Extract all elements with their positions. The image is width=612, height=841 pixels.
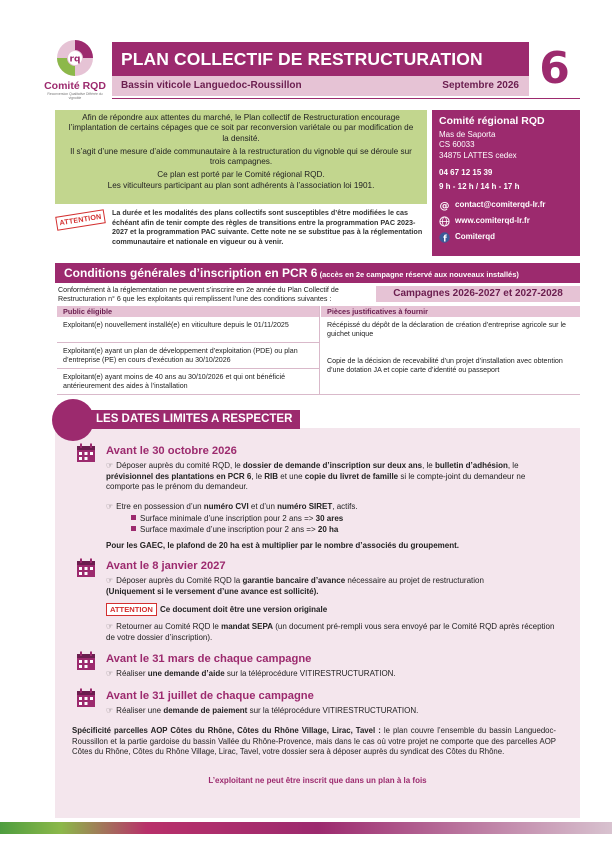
intro-box	[55, 110, 427, 204]
document-subtitle-bar	[112, 76, 529, 96]
footer-color-band	[0, 822, 612, 834]
attention-stamp: ATTENTION	[55, 209, 106, 230]
bullet-square-icon	[131, 526, 136, 531]
at-icon	[439, 200, 450, 211]
deadline-3-text: ☞ Réaliser une demande d’aide sur la téléprocédure VITIRESTRUCTURATION.	[106, 669, 396, 678]
pointing-hand-icon: ☞	[106, 622, 114, 631]
surface-min-bullet: Surface minimale d’une inscription pour 2 ans => 30 ares	[131, 514, 531, 525]
aop-specificity-note: Spécificité parcelles AOP Côtes du Rhône, Côtes du Rhône Village, Lirac, Tavel : le plan couvre l’ensemble du bassin Languedoc-Roussillon et la partie gardoise du bassin Vallée du Rhône-Provence, mais dans le cas où votre projet ne comporte que des parcelles AOP Côtes du Rhône, Côtes du Rhône Village, Lirac, Tavel, votre dossier sera à déposer auprès du syndicat des Côtes du Rhône.	[72, 726, 556, 756]
table-row-1-public: Exploitant(e) nouvellement installé(e) en viticulture depuis le 01/11/2025	[63, 321, 289, 329]
gaec-note: Pour les GAEC, le plafond de 20 ha est à multiplier par le nombre d’associés du groupement.	[106, 541, 459, 550]
deadline-1-text: ☞ Déposer auprès du comité RQD, le dossier de demande d’inscription sur deux ans, le bulletin d’adhésion, le prévisionnel des plantations en PCR 6, le RIB et une copie du livret de famille si le compte-joint du demandeur ne comporte pas le prénom du demandeur.	[106, 461, 526, 491]
facebook-icon	[439, 232, 450, 243]
column-header-public: Public éligible	[57, 306, 319, 317]
deadline-4-text: ☞ Réaliser une demande de paiement sur la téléprocédure VITIRESTRUCTURATION.	[106, 706, 419, 715]
deadline-4-title: Avant le 31 juillet de chaque campagne	[106, 690, 314, 702]
contact-facebook-row[interactable]	[439, 232, 573, 243]
deadline-1-requirement: ☞ Etre en possession d’un numéro CVI et d’un numéro SIRET, actifs.	[106, 502, 358, 511]
single-plan-note: L’exploitant ne peut être inscrit que dans un plan à la fois	[208, 776, 427, 785]
document-title: PLAN COLLECTIF DE RESTRUCTURATION	[112, 42, 529, 76]
pcr-conditions-header	[55, 263, 580, 283]
pointing-hand-icon: ☞	[106, 669, 114, 678]
svg-text:f: f	[443, 234, 447, 243]
deadline-2-title: Avant le 8 janvier 2027	[106, 560, 226, 572]
table-row-2-pieces: Copie de la décision de recevabilité d’un projet d’installation avec obtention d’une dotation JA et copie carte d’identité ou passeport	[327, 357, 563, 374]
intro-paragraph-2: Il s’agit d’une mesure d’aide communautaire à la restructuration du vignoble qui se déroule sur trois campagnes.	[70, 146, 412, 167]
original-version-note: Ce document doit être une version originale	[160, 605, 328, 614]
intro-paragraph-4: Les viticulteurs participant au plan sont adhérents à l’association loi 1901.	[107, 180, 375, 190]
attention-stamp-2: ATTENTION	[106, 603, 157, 616]
issue-date: Septembre 2026	[442, 80, 519, 91]
contact-address-1: Mas de Saporta	[439, 129, 496, 139]
deadline-2-text: ☞ Déposer auprès du Comité RQD la garantie bancaire d’avance nécessaire au projet de restructuration (Uniquement si le versement d’une avance est sollicité).	[106, 576, 484, 596]
deadline-3-title: Avant le 31 mars de chaque campagne	[106, 653, 312, 665]
rqd-logo-mark	[55, 38, 95, 78]
pcr-title: Conditions générales d’inscription en PCR 6	[64, 266, 318, 280]
intro-paragraph-1: Afin de répondre aux attentes du marché, le Plan collectif de Restructuration encourage l’implantation de certains cépages que ce soit par reconversion variétale ou par modification de la densité.	[68, 113, 414, 143]
contact-website[interactable]: www.comiterqd-lr.fr	[455, 216, 530, 226]
plan-number: 6	[539, 43, 570, 94]
intro-paragraph-3: Ce plan est porté par le Comité régional RQD.	[157, 170, 325, 180]
table-row-1-pieces: Récépissé du dépôt de la déclaration de création d’entreprise agricole sur le guichet unique	[327, 321, 566, 338]
contact-hours: 9 h - 12 h / 14 h - 17 h	[439, 181, 520, 191]
attention-text: La durée et les modalités des plans collectifs sont susceptibles d’être modifiées le cas échéant afin de tenir compte des règles de transitions entre la programmation PAC 2023-2027 et la programmation PAC suivante. Cette note ne se substitue pas à la réglementation communautaire et nationale en vigueur ou à venir.	[112, 208, 423, 246]
pointing-hand-icon: ☞	[106, 576, 114, 585]
basin-label: Bassin viticole Languedoc-Roussillon	[121, 80, 302, 91]
svg-text:rq: rq	[69, 54, 81, 65]
column-header-pieces: Pièces justificatives à fournir	[321, 306, 580, 317]
calendar-icon	[76, 651, 96, 671]
contact-facebook[interactable]: Comiterqd	[455, 232, 495, 242]
attention-note	[55, 207, 427, 253]
logo	[44, 38, 106, 108]
campaign-years: Campagnes 2026-2027 et 2027-2028	[376, 286, 580, 302]
table-row-3-public: Exploitant(e) ayant moins de 40 ans au 30/10/2026 et qui ont bénéficié antérieurement des aides à l’installation	[63, 373, 286, 390]
surface-max-bullet: Surface maximale d’une inscription pour 2 ans => 20 ha	[131, 525, 531, 536]
calendar-icon	[76, 443, 96, 463]
title-divider	[112, 98, 580, 99]
contact-email-row[interactable]	[439, 200, 573, 211]
bullet-square-icon	[131, 515, 136, 520]
contact-phone[interactable]: 04 67 12 15 39	[439, 168, 493, 177]
deadline-1-title: Avant le 30 octobre 2026	[106, 445, 237, 457]
logo-name: Comité RQD	[44, 80, 106, 92]
contact-address-2: CS 60033	[439, 140, 475, 149]
calendar-icon	[76, 688, 96, 708]
globe-icon	[439, 216, 450, 227]
pointing-hand-icon: ☞	[106, 706, 114, 715]
calendar-icon	[76, 558, 96, 578]
svg-text:@: @	[439, 201, 450, 211]
contact-box	[432, 110, 580, 256]
table-row-2-public: Exploitant(e) ayant un plan de développement d’exploitation (PDE) ou plan d’entreprise (PE) en cours d’exécution au 30/10/2026	[63, 347, 298, 364]
contact-email[interactable]: contact@comiterqd-lr.fr	[455, 200, 546, 210]
sepa-text: ☞ Retourner au Comité RQD le mandat SEPA (un document pré-rempli vous sera envoyé par le Comité RQD après réception de votre dossier d’inscription).	[106, 622, 555, 642]
pointing-hand-icon: ☞	[106, 502, 114, 511]
dates-title: LES DATES LIMITES A RESPECTER	[80, 410, 300, 429]
pointing-hand-icon: ☞	[106, 461, 114, 470]
pcr-note: (accès en 2e campagne réservé aux nouveaux installés)	[319, 270, 519, 279]
logo-tagline: Reconversion Qualitative Différée du vignoble	[47, 92, 103, 100]
contact-address-3: 34875 LATTES cedex	[439, 150, 517, 160]
contact-website-row[interactable]	[439, 216, 573, 227]
pcr-intro: Conformément à la réglementation ne peuvent s’inscrire en 2e année du Plan Collectif de Restructuration n° 6 que les exploitants qui remplissent l’une des conditions suivantes :	[58, 286, 339, 303]
contact-title: Comité régional RQD	[439, 115, 545, 127]
